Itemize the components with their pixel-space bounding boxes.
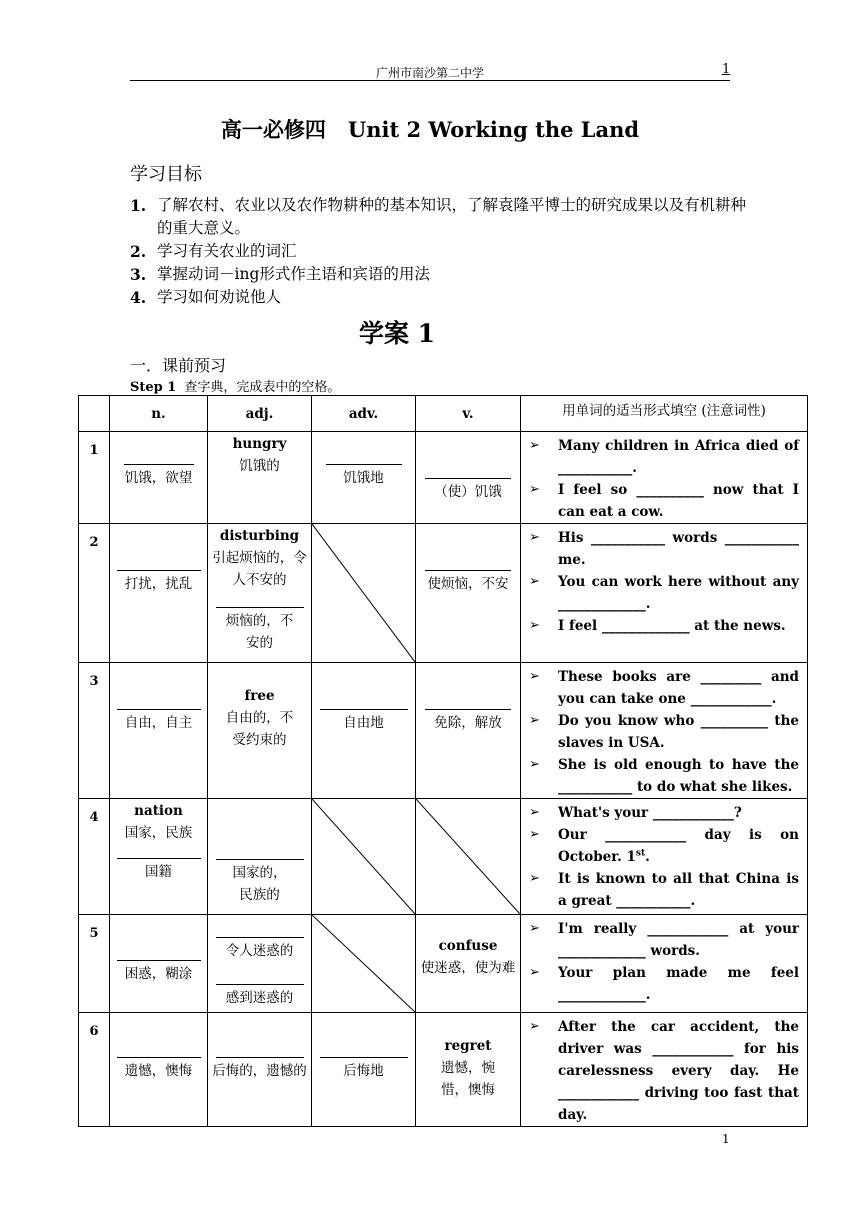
noun-cell: 饥饿，欲望 <box>110 432 208 524</box>
sentence-item: ➢ His ___________ words ___________ me. <box>558 527 799 571</box>
adv-cell: 饥饿地 <box>312 432 416 524</box>
header-page-number: 1 <box>722 62 731 77</box>
answer-blank[interactable] <box>216 607 304 608</box>
row-number: 4 <box>79 799 110 915</box>
sentence-item: ➢ You can work here without any _____________. <box>558 571 799 615</box>
row-number: 5 <box>79 915 110 1013</box>
table-row <box>79 663 808 799</box>
case-title: 学案 1 <box>358 319 436 348</box>
header-adjective: adj. <box>208 396 312 432</box>
header-fill-in: 用单词的适当形式填空 (注意词性) <box>521 396 808 432</box>
adj-cell: disturbing 引起烦恼的，令人不安的 烦恼的，不安的 <box>208 524 312 663</box>
objectives-heading: 学习目标 <box>130 164 202 185</box>
empty-diagonal-cell <box>416 799 521 915</box>
header-verb: v. <box>416 396 521 432</box>
title-cn: 高一必修四 <box>220 117 326 142</box>
header-rule <box>130 80 730 81</box>
answer-blank[interactable] <box>117 960 201 961</box>
vocabulary-table <box>78 395 808 1127</box>
noun-cell: 打扰，扰乱 <box>110 524 208 663</box>
table-row <box>79 432 808 524</box>
noun-cell: 困惑，糊涂 <box>110 915 208 1013</box>
sentence-item: ➢ I feel so __________ now that I can eat a cow. <box>558 479 799 523</box>
verb-cell: confuse 使迷惑，使为难 <box>416 915 521 1013</box>
noun-cell: nation 国家，民族 国籍 <box>110 799 208 915</box>
sentence-item: ➢ I feel _____________ at the news. <box>558 615 799 637</box>
row-number: 2 <box>79 524 110 663</box>
answer-blank[interactable] <box>117 1057 201 1058</box>
document-title <box>0 114 860 144</box>
sentences-cell <box>521 432 808 524</box>
row-number: 3 <box>79 663 110 799</box>
sentences-cell <box>521 799 808 915</box>
verb-cell: 使烦恼，不安 <box>416 524 521 663</box>
answer-blank[interactable] <box>425 709 511 710</box>
adj-cell: 后悔的，遗憾的 <box>208 1013 312 1127</box>
verb-cell: 免除，解放 <box>416 663 521 799</box>
sentence-item: ➢ It is known to all that China is a great ___________. <box>558 868 799 912</box>
answer-blank[interactable] <box>425 478 511 479</box>
table-row <box>79 524 808 663</box>
verb-cell: regret 遗憾，惋惜，懊悔 <box>416 1013 521 1127</box>
noun-cell: 遗憾，懊悔 <box>110 1013 208 1127</box>
objective-item: 2. 学习有关农业的词汇 <box>130 242 297 261</box>
header-school: 广州市南沙第二中学 <box>375 66 484 80</box>
title-en: Unit 2 Working the Land <box>347 117 640 142</box>
empty-diagonal-cell <box>312 524 416 663</box>
step-instruction: Step 1 查字典，完成表中的空格。 <box>130 380 341 395</box>
adj-cell: 令人迷惑的 感到迷惑的 <box>208 915 312 1013</box>
row-number: 1 <box>79 432 110 524</box>
adj-cell: free 自由的，不受约束的 <box>208 663 312 799</box>
sentences-cell <box>521 663 808 799</box>
sentence-item: ➢ What's your ____________? <box>558 802 799 824</box>
objective-item: 1. 了解农村、农业以及农作物耕种的基本知识，了解袁隆平博士的研究成果以及有机耕种的重大意义。 <box>130 196 747 237</box>
answer-blank[interactable] <box>117 858 201 859</box>
answer-blank[interactable] <box>216 937 304 938</box>
objective-item: 3. 掌握动词－ing形式作主语和宾语的用法 <box>130 265 430 284</box>
adv-cell: 后悔地 <box>312 1013 416 1127</box>
row-number: 6 <box>79 1013 110 1127</box>
header-noun: n. <box>110 396 208 432</box>
adj-cell: hungry 饥饿的 <box>208 432 312 524</box>
header-adverb: adv. <box>312 396 416 432</box>
objectives-list <box>130 194 750 309</box>
sentences-cell <box>521 524 808 663</box>
sentence-item: ➢ Your plan made me feel _____________. <box>558 962 799 1006</box>
answer-blank[interactable] <box>320 709 408 710</box>
answer-blank[interactable] <box>117 709 201 710</box>
answer-blank[interactable] <box>124 464 194 465</box>
adj-cell: 国家的，民族的 <box>208 799 312 915</box>
answer-blank[interactable] <box>425 570 511 571</box>
table-row <box>79 915 808 1013</box>
footer-page-number: 1 <box>722 1132 730 1146</box>
sentence-item: ➢ Our ____________ day is on October. 1st. <box>558 824 799 868</box>
answer-blank[interactable] <box>117 570 201 571</box>
answer-blank[interactable] <box>216 984 304 985</box>
sentence-item: ➢ She is old enough to have the ___________ to do what she likes. <box>558 754 799 798</box>
answer-blank[interactable] <box>320 1057 408 1058</box>
section-heading: 一．课前预习 <box>130 356 227 375</box>
sentence-item: ➢ These books are _________ and you can take one ____________. <box>558 666 799 710</box>
sentence-item: ➢ After the car accident, the driver was ____________ for his carelessness every day. He ____________ driving too fast that day. <box>558 1016 799 1126</box>
adv-cell: 自由地 <box>312 663 416 799</box>
table-row <box>79 799 808 915</box>
header-index <box>79 396 110 432</box>
sentences-cell <box>521 915 808 1013</box>
objective-item: 4. 学习如何劝说他人 <box>130 288 282 307</box>
empty-diagonal-cell <box>312 915 416 1013</box>
empty-diagonal-cell <box>312 799 416 915</box>
answer-blank[interactable] <box>216 1057 304 1058</box>
answer-blank[interactable] <box>326 464 402 465</box>
sentence-item: ➢ I'm really ____________ at your _____________ words. <box>558 918 799 962</box>
sentence-item: ➢ Many children in Africa died of ___________. <box>558 435 799 479</box>
answer-blank[interactable] <box>216 859 304 860</box>
verb-cell: （使）饥饿 <box>416 432 521 524</box>
table-row <box>79 1013 808 1127</box>
sentence-item: ➢ Do you know who __________ the slaves in USA. <box>558 710 799 754</box>
table-header-row <box>79 396 808 432</box>
noun-cell: 自由，自主 <box>110 663 208 799</box>
sentences-cell <box>521 1013 808 1127</box>
